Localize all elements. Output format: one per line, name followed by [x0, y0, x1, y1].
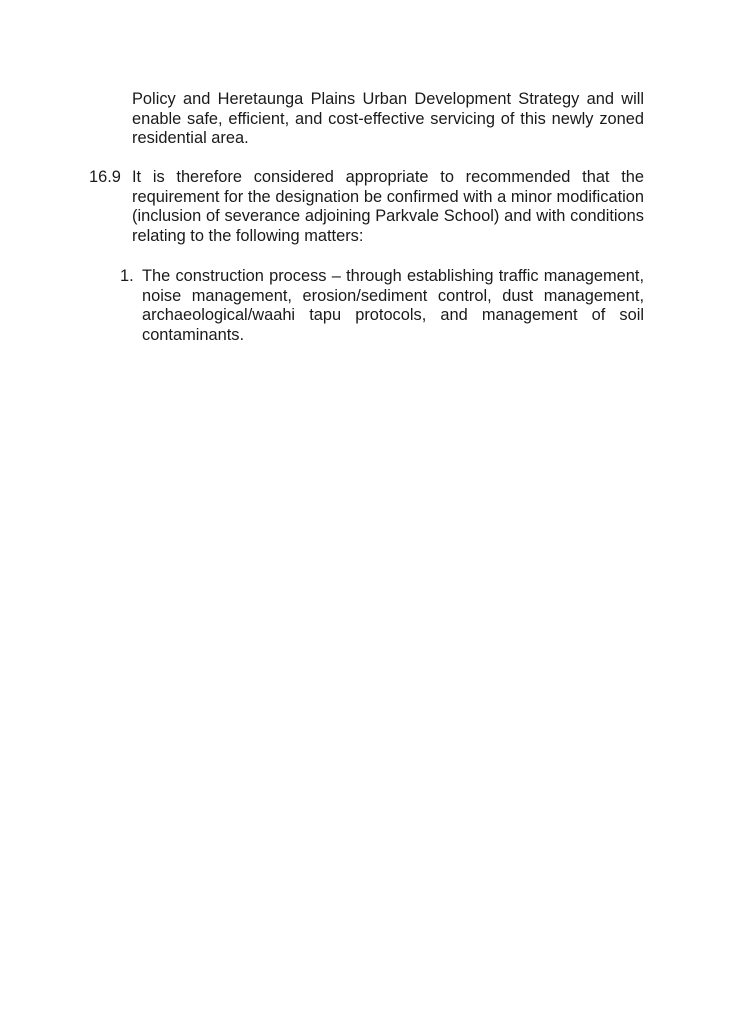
list-item: [120, 267, 644, 345]
conditions-list: [120, 267, 644, 345]
continuation-paragraph: Policy and Heretaunga Plains Urban Development Strategy and will enable safe, efficient, and cost-effective servicing of this newly zoned residential area.: [132, 90, 644, 148]
section-number: 16.9: [89, 168, 121, 186]
list-item-text: The construction process – through establishing traffic management, noise management, erosion/sediment control, dust management, archaeological/waahi tapu protocols, and management of soil contaminants.: [142, 267, 644, 344]
list-item-number: 1.: [120, 267, 134, 285]
section-16-9: [89, 168, 644, 246]
section-text: It is therefore considered appropriate to recommended that the requirement for the designation be confirmed with a minor modification (inclusion of severance adjoining Parkvale School) and with conditions relating to the following matters:: [132, 168, 644, 245]
